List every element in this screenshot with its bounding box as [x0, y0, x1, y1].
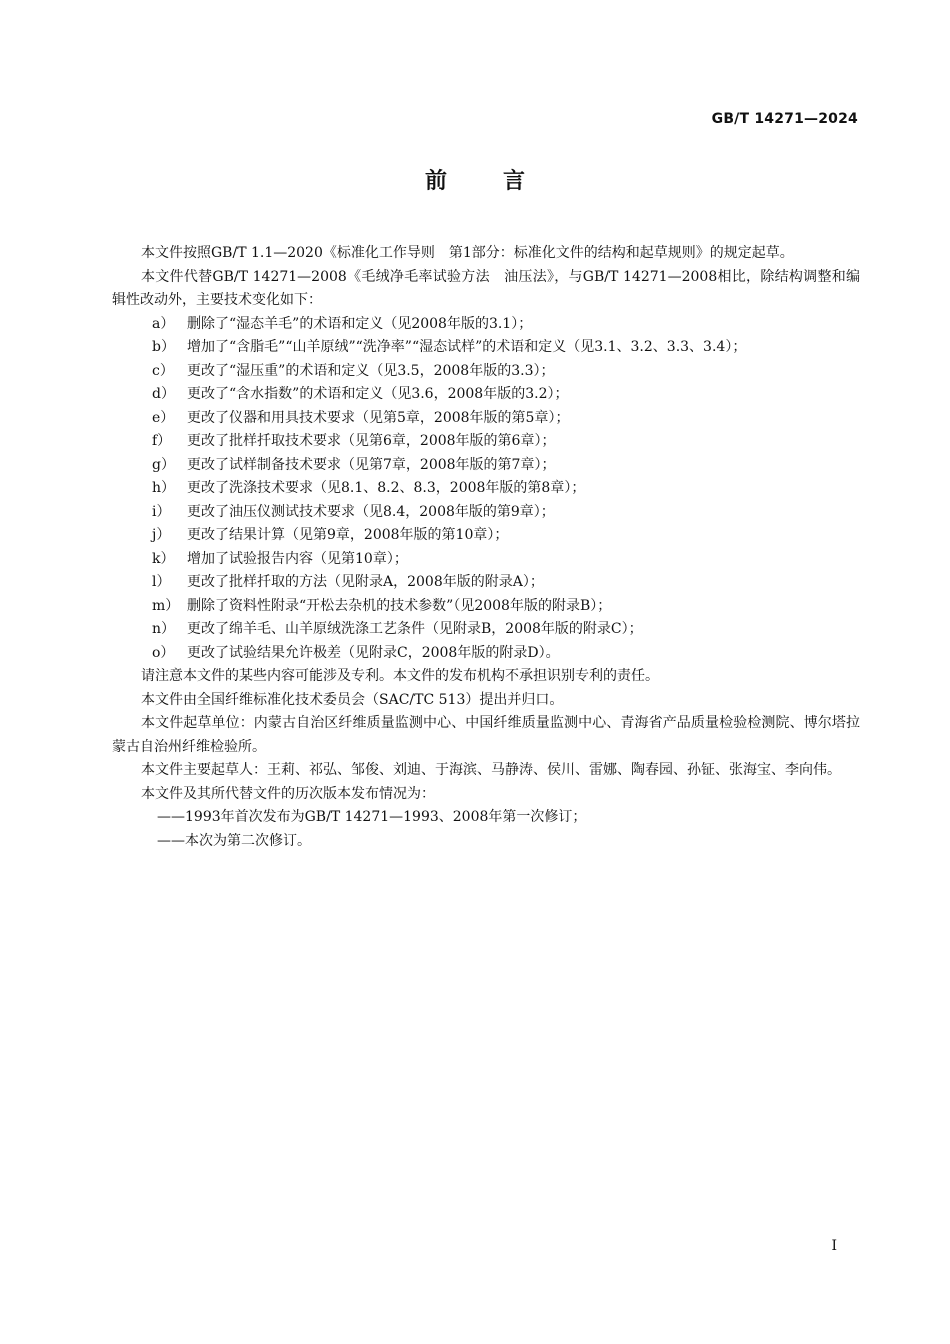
drafting-rule-paragraph: 本文件按照GB/T 1.1—2020《标准化工作导则 第1部分：标准化文件的结构和起草规则》的规定起草。 [141, 245, 794, 261]
list-item [112, 407, 860, 431]
list-label: g） [152, 456, 175, 473]
list-item [112, 571, 860, 595]
list-text: 更改了批样扦取技术要求（见第6章，2008年版的第6章）； [187, 433, 556, 449]
list-item [112, 642, 860, 666]
page-number: I [831, 1238, 837, 1254]
list-text: 更改了结果计算（见第9章，2008年版的第10章）； [187, 527, 509, 543]
list-item [112, 336, 860, 360]
list-label: l） [152, 574, 171, 590]
list-text: 删除了“湿态羊毛”的术语和定义（见2008年版的3.1）； [187, 315, 533, 332]
list-item [112, 524, 860, 548]
list-text: 更改了“湿压重”的术语和定义（见3.5，2008年版的3.3）； [187, 362, 555, 379]
list-text: 更改了绵羊毛、山羊原绒洗涤工艺条件（见附录B，2008年版的附录C）； [187, 621, 643, 637]
list-text: 更改了批样扦取的方法（见附录A，2008年版的附录A）； [187, 574, 544, 590]
list-label: a） [152, 315, 175, 332]
list-text: 更改了洗涤技术要求（见8.1、8.2、8.3，2008年版的第8章）； [187, 480, 586, 496]
list-label: c） [152, 362, 174, 379]
list-label: h） [152, 480, 176, 496]
list-text: 增加了试验报告内容（见第10章）； [187, 550, 408, 567]
list-label: f） [152, 433, 172, 449]
list-item [112, 595, 860, 619]
list-item [112, 430, 860, 454]
list-item [112, 383, 860, 407]
list-text: 更改了试样制备技术要求（见第7章，2008年版的第7章）； [187, 456, 556, 473]
list-text: 更改了试验结果允许极差（见附录C，2008年版的附录D）。 [187, 644, 560, 661]
changes-list [112, 313, 860, 666]
history-item: ——1993年首次发布为GB/T 14271—1993、2008年第一次修订； [157, 809, 587, 825]
main-drafters: 本文件主要起草人：王莉、祁弘、邹俊、刘迪、于海滨、马静涛、侯川、雷娜、陶春园、孙钲、张海宝、李向伟。 [141, 762, 841, 778]
list-label: k） [152, 550, 175, 567]
list-label: d） [152, 386, 175, 402]
list-label: o） [152, 644, 175, 661]
history-intro: 本文件及其所代替文件的历次版本发布情况为： [141, 785, 435, 802]
patent-notice: 请注意本文件的某些内容可能涉及专利。本文件的发布机构不承担识别专利的责任。 [141, 668, 659, 684]
list-label: e） [152, 409, 175, 426]
list-label: m） [152, 597, 180, 614]
document-body [112, 242, 860, 853]
proposer-statement: 本文件由全国纤维标准化技术委员会（SAC/TC 513）提出并归口。 [141, 691, 564, 708]
drafting-units: 本文件起草单位：内蒙古自治区纤维质量监测中心、中国纤维质量监测中心、青海省产品质量检验检测院、博尔塔拉蒙古自治州纤维检验所。 [112, 715, 860, 755]
list-item [112, 454, 860, 478]
list-label: i） [152, 503, 171, 520]
list-label: n） [152, 621, 176, 637]
list-text: 更改了“含水指数”的术语和定义（见3.6，2008年版的3.2）； [187, 386, 569, 402]
list-item [112, 501, 860, 525]
replacement-paragraph: 本文件代替GB/T 14271—2008《毛绒净毛率试验方法 油压法》，与GB/T 14271—2008相比，除结构调整和编辑性改动外，主要技术变化如下： [112, 268, 860, 308]
list-item [112, 618, 860, 642]
list-item [112, 313, 860, 337]
list-text: 更改了仪器和用具技术要求（见第5章，2008年版的第5章）； [187, 409, 570, 426]
list-item [112, 548, 860, 572]
standard-code: GB/T 14271—2024 [711, 111, 858, 127]
history-item: ——本次为第二次修订。 [157, 832, 311, 849]
list-item [112, 360, 860, 384]
list-item [112, 477, 860, 501]
page-title: 前言 [424, 169, 581, 194]
list-text: 更改了油压仪测试技术要求（见8.4，2008年版的第9章）； [187, 503, 555, 520]
list-label: j） [152, 527, 171, 543]
list-text: 增加了“含脂毛”“山羊原绒”“洗净率”“湿态试样”的术语和定义（见3.1、3.2、3.3、3.4）； [187, 339, 747, 355]
list-text: 删除了资料性附录“开松去杂机的技术参数”（见2008年版的附录B）； [187, 597, 612, 614]
list-label: b） [152, 339, 175, 355]
